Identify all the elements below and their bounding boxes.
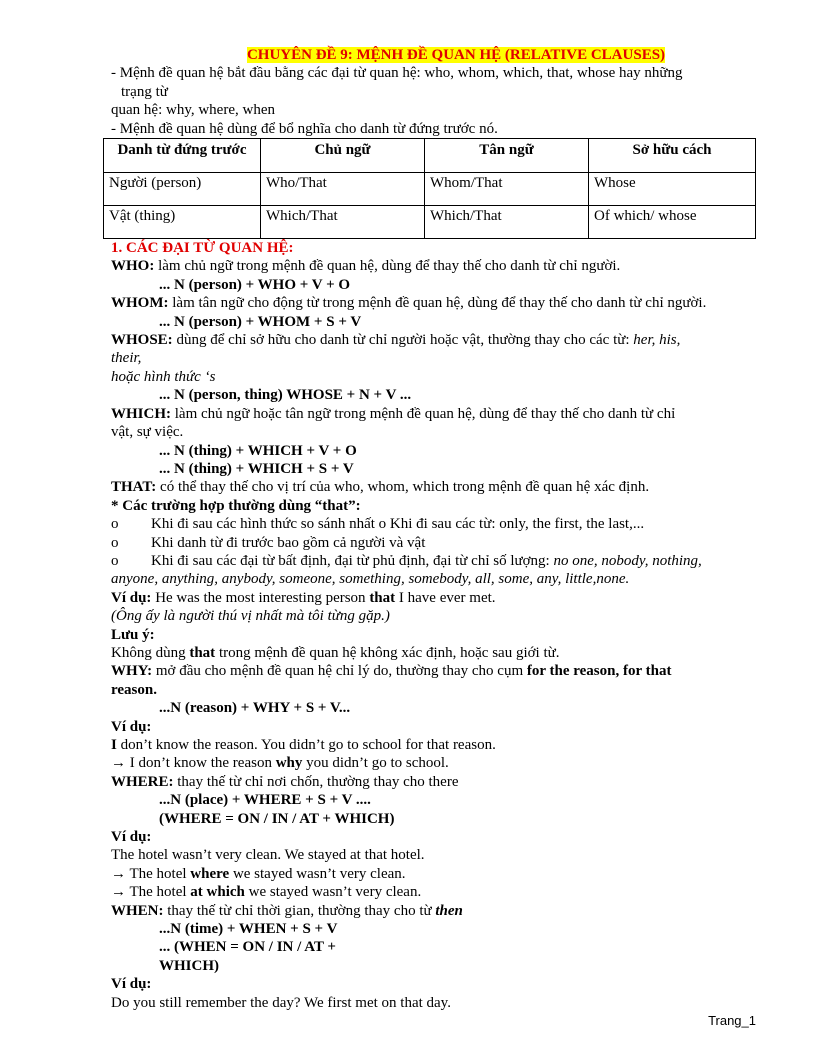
intro-line-1: - Mệnh đề quan hệ bắt đầu bằng các đại từ quan hệ: who, whom, which, that, whose hay những — [111, 65, 683, 82]
table-header: Chủ ngữ — [261, 139, 425, 173]
when-example-label: Ví dụ: — [111, 976, 152, 993]
who-definition: WHO: làm chủ ngữ trong mệnh đề quan hệ, dùng để thay thế cho danh từ chỉ người. — [111, 258, 621, 275]
where-example-label: Ví dụ: — [111, 829, 152, 846]
list-item: o Khi danh từ đi trước bao gồm cả người và vật — [111, 534, 426, 551]
where-formula-1: ...N (place) + WHERE + S + V .... — [159, 792, 371, 809]
table-cell: Vật (thing) — [104, 206, 261, 239]
bullet-marker: o — [111, 534, 119, 551]
whose-formula: ... N (person, thing) WHOSE + N + V ... — [159, 387, 412, 404]
that-cases-heading: * Các trường hợp thường dùng “that”: — [111, 497, 361, 514]
where-formula-2: (WHERE = ON / IN / AT + WHICH) — [159, 810, 395, 827]
relative-pronoun-table — [103, 138, 756, 239]
who-formula: ... N (person) + WHO + V + O — [159, 276, 351, 293]
bullet-marker: o — [111, 552, 119, 569]
which-definition: WHICH: làm chủ ngữ hoặc tân ngữ trong mệnh đề quan hệ, dùng để thay thế cho danh từ chỉ — [111, 405, 676, 422]
intro-line-2: quan hệ: why, where, when — [111, 102, 275, 119]
whose-definition-cont: their, — [111, 350, 142, 367]
where-definition: WHERE: thay thế từ chỉ nơi chốn, thường thay cho there — [111, 773, 459, 790]
page-title: CHUYÊN ĐỀ 9: MỆNH ĐỀ QUAN HỆ (RELATIVE CLAUSES) — [246, 47, 666, 63]
table-cell: Who/That — [261, 173, 425, 206]
that-example-translation: (Ông ấy là người thú vị nhất mà tôi từng gặp.) — [111, 608, 390, 625]
when-formula-2: ... (WHEN = ON / IN / AT + — [159, 939, 336, 956]
table-row — [104, 206, 756, 239]
bullet-marker: o — [111, 516, 119, 533]
where-example-2: → The hotel where we stayed wasn’t very clean. — [111, 865, 406, 882]
that-definition: THAT: có thể thay thế cho vị trí của who, whom, which trong mệnh đề quan hệ xác định. — [111, 479, 650, 496]
which-formula-1: ... N (thing) + WHICH + V + O — [159, 442, 357, 459]
which-definition-cont: vật, sự việc. — [111, 424, 184, 441]
why-definition-cont: reason. — [111, 681, 157, 698]
whose-definition-cont2: hoặc hình thức ‘s — [111, 368, 216, 385]
when-formula-1: ...N (time) + WHEN + S + V — [159, 921, 338, 938]
table-cell: Whom/That — [425, 173, 589, 206]
why-example-1: I don’t know the reason. You didn’t go to school for that reason. — [111, 737, 496, 753]
table-cell: Of which/ whose — [589, 206, 756, 239]
page-number: Trang_1 — [708, 1013, 756, 1028]
intro-line-3: - Mệnh đề quan hệ dùng để bổ nghĩa cho danh từ đứng trước nó. — [111, 120, 498, 137]
whose-definition: WHOSE: dùng để chỉ sở hữu cho danh từ chỉ người hoặc vật, thường thay cho các từ: her, his, — [111, 332, 681, 349]
table-header: Tân ngữ — [425, 139, 589, 173]
where-example-1: The hotel wasn’t very clean. We stayed at that hotel. — [111, 847, 425, 864]
whom-definition: WHOM: làm tân ngữ cho động từ trong mệnh đề quan hệ, dùng để thay thế cho danh từ chỉ người. — [111, 295, 707, 312]
bullet-3-cont: anyone, anything, anybody, someone, something, somebody, all, some, any, little,none. — [111, 571, 630, 588]
list-item: o Khi đi sau các hình thức so sánh nhất o Khi đi sau các từ: only, the first, the last,... — [111, 516, 645, 533]
table-header-row — [104, 139, 756, 173]
when-example-1: Do you still remember the day? We first met on that day. — [111, 994, 451, 1011]
document-page — [111, 46, 761, 1012]
why-example-label: Ví dụ: — [111, 718, 152, 735]
whom-formula: ... N (person) + WHOM + S + V — [159, 313, 362, 330]
when-definition: WHEN: thay thế từ chỉ thời gian, thường thay cho từ then — [111, 902, 463, 919]
table-header: Danh từ đứng trước — [104, 139, 261, 173]
note-heading: Lưu ý: — [111, 626, 155, 643]
when-formula-3: WHICH) — [159, 957, 219, 974]
that-example: Ví dụ: He was the most interesting person that I have ever met. — [111, 589, 496, 606]
table-row — [104, 173, 756, 206]
note-text: Không dùng that trong mệnh đề quan hệ không xác định, hoặc sau giới từ. — [111, 644, 560, 661]
where-example-3: → The hotel at which we stayed wasn’t very clean. — [111, 884, 422, 901]
why-example-2: → I don’t know the reason why you didn’t go to school. — [111, 755, 449, 772]
section-heading: 1. CÁC ĐẠI TỪ QUAN HỆ: — [111, 240, 294, 257]
table-cell: Whose — [589, 173, 756, 206]
intro-line-1b: trạng từ — [121, 83, 168, 100]
table-cell: Which/That — [261, 206, 425, 239]
why-formula: ...N (reason) + WHY + S + V... — [159, 700, 351, 717]
which-formula-2: ... N (thing) + WHICH + S + V — [159, 460, 354, 477]
why-definition: WHY: mở đầu cho mệnh đề quan hệ chỉ lý do, thường thay cho cụm for the reason, for that — [111, 663, 672, 680]
table-cell: Which/That — [425, 206, 589, 239]
list-item: o Khi đi sau các đại từ bất định, đại từ phủ định, đại từ chỉ số lượng: no one, nobody, nothing, — [111, 552, 702, 569]
table-header: Sở hữu cách — [589, 139, 756, 173]
table-cell: Người (person) — [104, 173, 261, 206]
